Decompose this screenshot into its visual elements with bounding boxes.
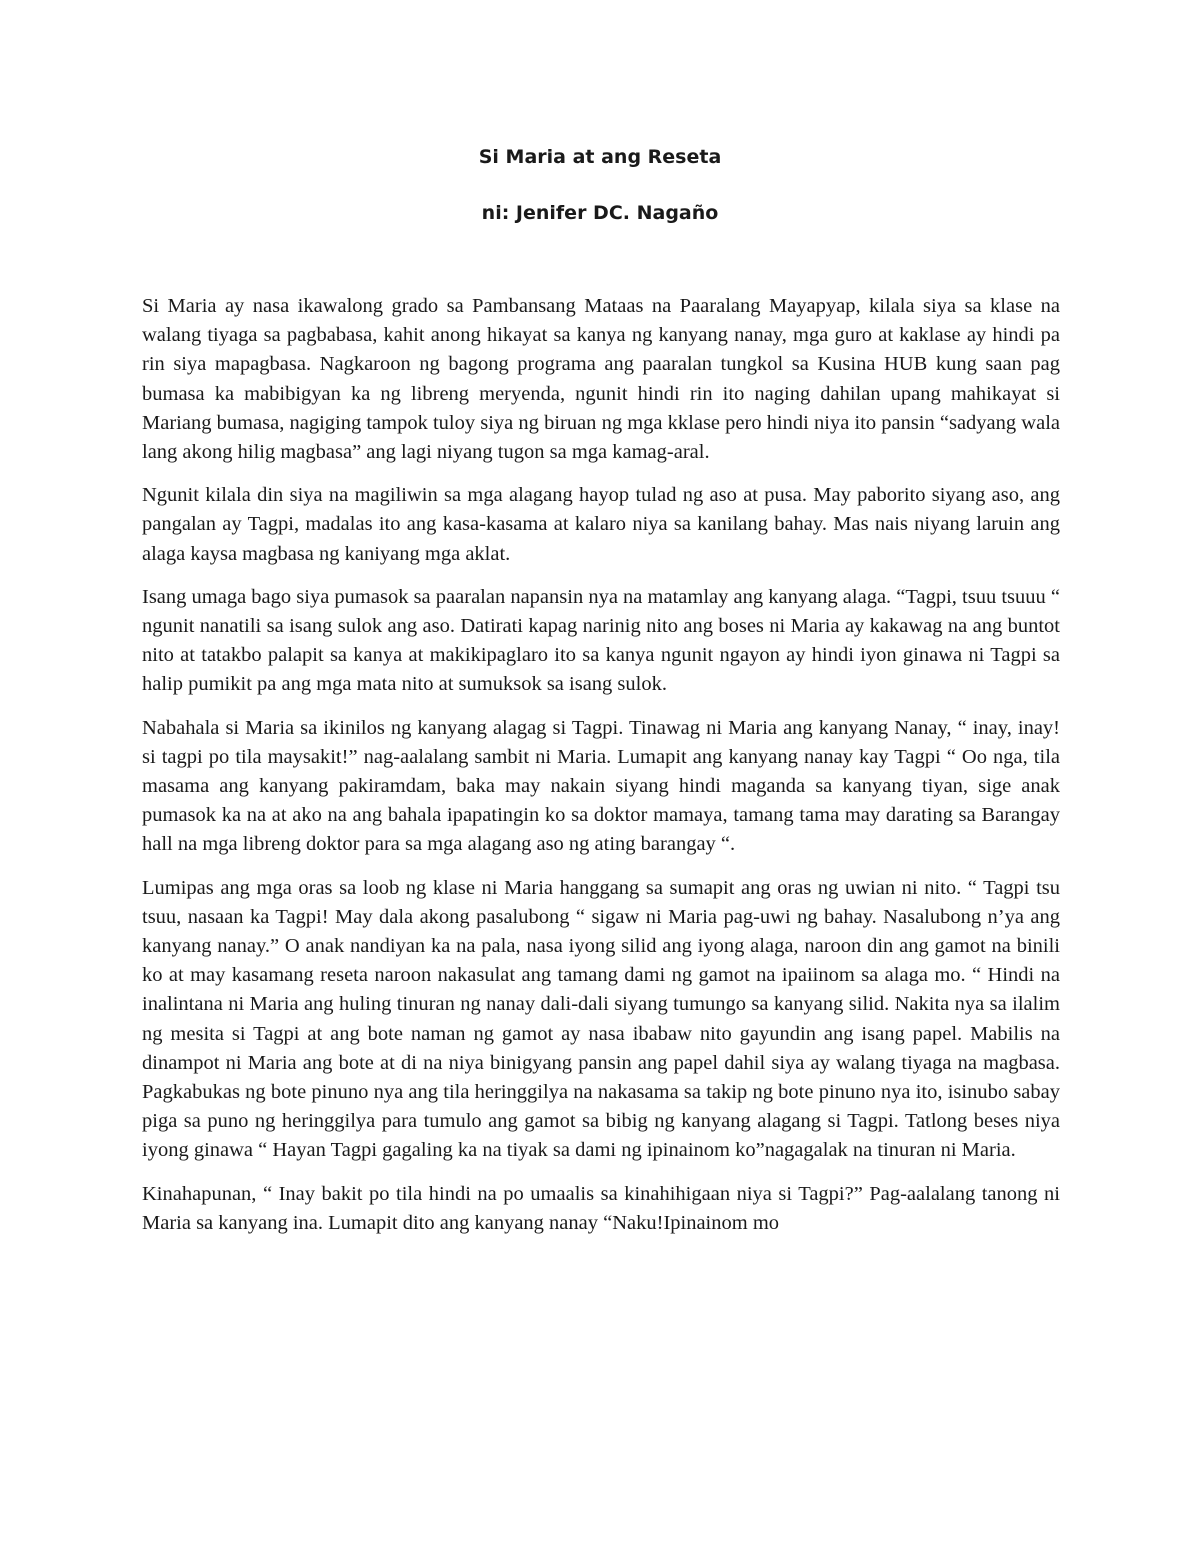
document-author: ni: Jenifer DC. Nagaño [481, 202, 719, 224]
paragraph: Ngunit kilala din siya na magiliwin sa mga alagang hayop tulad ng aso at pusa. May paborito siyang aso, ang pangalan ay Tagpi, madalas ito ang kasa-kasama at kalaro niya sa kanilang bahay. Mas nais niyang laruin ang alaga kaysa magbasa ng kaniyang mga aklat. [142, 484, 1060, 565]
document-title: Si Maria at ang Reseta [478, 146, 722, 168]
paragraph: Lumipas ang mga oras sa loob ng klase ni Maria hanggang sa sumapit ang oras ng uwian ni nito. “ Tagpi tsu tsuu, nasaan ka Tagpi! May dala akong pasalubong “ sigaw ni Maria pag-uwi ng bahay. Nasalubong n’ya ang kanyang nanay.” O anak nandiyan ka na pala, nasa iyong silid ang iyong alaga, naroon din ang gamot na binili ko at may kasamang reseta naroon nakasulat ang tamang dami ng gamot na ipaiinom sa alaga mo. “ Hindi na inalintana ni Maria ang huling tinuran ng nanay dali-dali siyang tumungo sa kanyang silid. Nakita nya sa ilalim ng mesita si Tagpi at ang bote naman ng gamot ay nasa ibabaw nito gayundin ang isang papel. Mabilis na dinampot ni Maria ang bote at di na niya binigyang pansin ang papel dahil siya ay walang tiyaga na magbasa. Pagkabukas ng bote pinuno nya ang tila heringgilya na nakasama sa takip ng bote pinuno nya ito, isinubo sabay piga sa puno ng heringgilya para tumulo ang gamot sa bibig ng kanyang alagang si Tagpi. Tatlong beses niya iyong ginawa “ Hayan Tagpi gagaling ka na tiyak sa dami ng ipinainom ko”nagagalak na tinuran ni Maria. [142, 876, 1060, 1162]
paragraph: Isang umaga bago siya pumasok sa paaralan napansin nya na matamlay ang kanyang alaga. “Tagpi, tsuu tsuuu “ ngunit nanatili sa isang sulok ang aso. Datirati kapag narinig nito ang boses ni Maria ay kakawag na ang buntot nito at tatakbo palapit sa kanya at makikipaglaro ito sa kanya ngunit ngayon ay hindi iyon ginawa ni Tagpi sa halip pumikit pa ang mga mata nito at sumuksok sa isang sulok. [142, 585, 1060, 696]
paragraph: Nabahala si Maria sa ikinilos ng kanyang alagag si Tagpi. Tinawag ni Maria ang kanyang Nanay, “ inay, inay! si tagpi po tila maysakit!” nag-aalalang sambit ni Maria. Lumapit ang kanyang nanay kay Tagpi “ Oo nga, tila masama ang kanyang pakiramdam, baka may nakain siyang hindi maganda sa kanyang tiyan, sige anak pumasok ka na at ako na ang bahala ipapatingin ko sa doktor mamaya, tamang tama may darating sa Barangay hall na mga libreng doktor para sa mga alagang aso ng ating barangay “. [142, 716, 1060, 856]
paragraph: Kinahapunan, “ Inay bakit po tila hindi na po umaalis sa kinahihigaan niya si Tagpi?” Pag-aalalang tanong ni Maria sa kanyang ina. Lumapit dito ang kanyang nanay “Naku!Ipinainom mo [142, 1182, 1060, 1234]
document-body [142, 292, 1060, 1252]
paragraph: Si Maria ay nasa ikawalong grado sa Pambansang Mataas na Paaralang Mayapyap, kilala siya sa klase na walang tiyaga sa pagbabasa, kahit anong hikayat sa kanya ng kanyang nanay, mga guro at kaklase ay hindi pa rin siya mapagbasa. Nagkaroon ng bagong programa ang paaralan tungkol sa Kusina HUB kung saan pag bumasa ka mabibigyan ka ng libreng meryenda, ngunit hindi rin ito naging dahilan upang mahikayat si Mariang bumasa, nagiging tampok tuloy siya ng biruan ng mga kklase pero hindi niya ito pansin “sadyang wala lang akong hilig magbasa” ang lagi niyang tugon sa mga kamag-aral. [142, 295, 1060, 464]
